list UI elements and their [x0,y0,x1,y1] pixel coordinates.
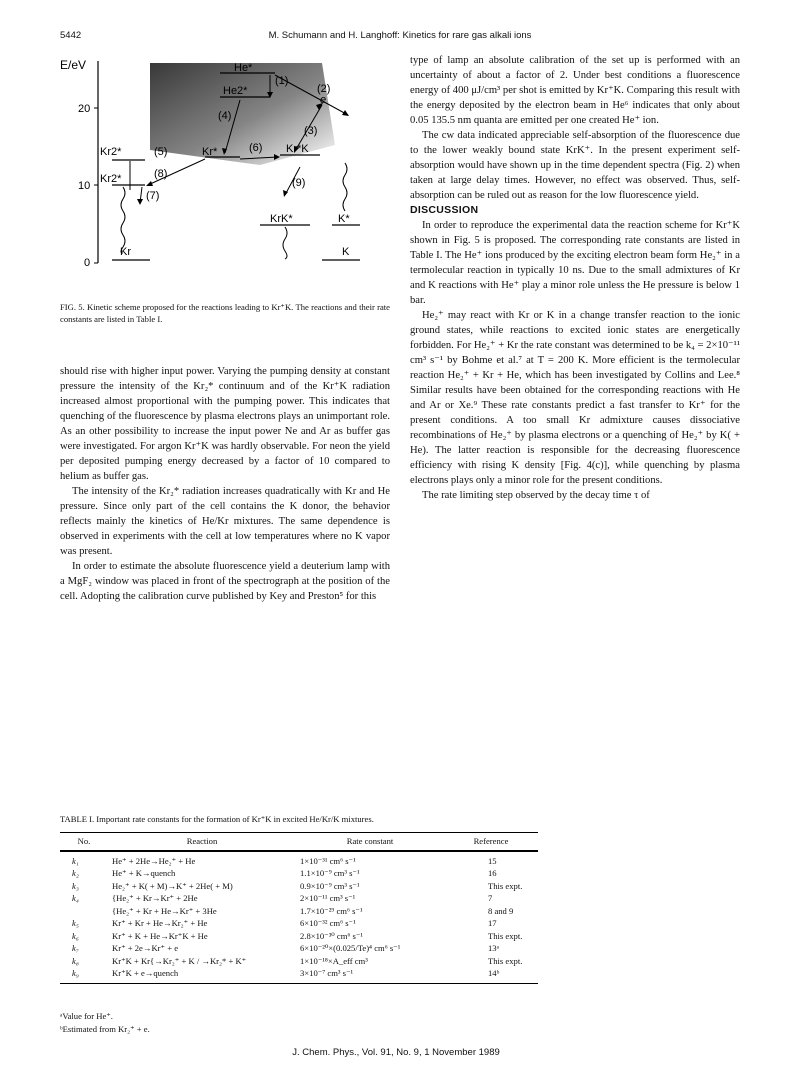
step-1: (1) [275,75,289,87]
label-e: e [320,94,327,106]
tick-0: 0 [84,257,91,269]
paragraph: The rate limiting step observed by the decay time τ of [422,490,650,501]
cell-no: k₇ [72,943,79,953]
label-he2-star: He2* [223,85,248,97]
cell-rate: 2×10⁻¹¹ cm³ s⁻¹ [300,893,356,903]
header-rate-constant: Rate constant [296,833,444,851]
cell-reaction: He₂⁺ + K( + M)→K⁺ + 2He( + M) [112,880,233,891]
cell-ref: 16 [488,868,497,878]
table-row [60,867,538,880]
running-header [60,30,740,46]
table-row [60,905,538,918]
right-column [410,53,740,503]
paragraph: should rise with higher input power. Varying the pumping density at constant pressure the intensity of the Kr₂* continuum and of the Kr⁺K radiation increased almost proportional with the pumping power. This indicates that quenching of the fluorescence by plasma electrons plays an unimportant role. As an other possibility to increase the input power Ne and Ar as buffer gas were investigated. For argon Kr⁺K was hardly observable. For neon the yield per deposited pumping energy decreased by a factor of 10 compared to helium as buffer gas. [60,366,390,482]
label-krk: Kr*K [286,143,309,155]
cell-no: k₅ [72,918,79,928]
label-krk-star: KrK* [270,213,293,225]
step-8: (8) [154,168,168,180]
step-5: (5) [154,146,168,158]
label-kr-star: Kr* [202,146,218,158]
table-header-row [60,833,538,851]
cell-ref: 13ᵃ [488,943,499,953]
label-he-star: He* [234,62,253,74]
table-row [60,955,538,968]
cell-reaction: {He₂⁺ + Kr + He→Kr⁺ + 3He [112,905,217,916]
label-kr2-star-b: Kr2* [100,173,122,185]
cell-ref: 8 and 9 [488,905,514,916]
table-footnote-b: ᵇEstimated from Kr₂⁺ + e. [60,1024,150,1034]
label-kr2-star-a: Kr2* [100,146,122,158]
step-4: (4) [218,110,232,122]
step-6: (6) [249,142,263,154]
paragraph: In order to estimate the absolute fluorescence yield a deuterium lamp with a MgF₂ window was placed in front of the spectrograph at the position of the cell. Adopting the calibration curve published by Key and Preston⁵ for this [60,561,390,602]
cell-rate: 3×10⁻⁷ cm³ s⁻¹ [296,967,444,983]
step-7: (7) [146,190,160,202]
cell-reaction: Kr⁺ + 2e→Kr⁺ + e [112,943,179,953]
paragraph: The intensity of the Kr₂* radiation increases quadratically with Kr and He pressure. Since only part of the cell contains the K donor, the behavior reflects mainly the kinetics of He/Kr mixtures. The same dependence is observed in experiments with the cell at low temperatures where no K vapor was present. [60,486,390,557]
cell-rate: 1×10⁻¹⁸×A_eff cm³ [300,955,368,966]
label-k-star: K* [338,213,350,225]
cell-rate: 6×10⁻²⁰×(0.025/Te)⁴ cm⁶ s⁻¹ [300,943,401,953]
header-reaction: Reaction [108,833,296,851]
cell-no: k₉ [60,967,108,983]
left-column [60,364,390,604]
cell-no: k₈ [72,955,79,966]
cell-reaction: He⁺ + K→quench [112,868,176,878]
rate-constants-table [60,832,538,984]
table-row [60,880,538,893]
cell-ref: 17 [488,918,497,928]
cell-rate: 0.9×10⁻⁹ cm³ s⁻¹ [300,880,360,891]
step-2: (2) [317,83,331,95]
cell-reaction: Kr⁺K + Kr{→Kr₂⁺ + K / →Kr₂* + K⁺ [112,955,247,966]
cell-rate: 1.1×10⁻⁹ cm³ s⁻¹ [300,868,360,878]
header-reference: Reference [444,833,538,851]
table-row [60,942,538,955]
tick-10: 10 [78,180,91,192]
cell-rate: 1.7×10⁻²⁹ cm⁶ s⁻¹ [300,905,363,916]
cell-ref: 15 [488,855,497,866]
table-row [60,917,538,930]
cell-no: k₆ [72,930,79,941]
table-footnote-a: ᵃValue for He⁺. [60,1011,113,1021]
table-row [60,967,538,983]
cell-reaction: Kr⁺ + Kr + He→Kr₂⁺ + He [112,918,208,928]
cell-no: k₄ [72,893,79,903]
kinetic-scheme-figure [60,55,395,295]
axis-label: E/eV [60,58,87,72]
label-k: K [342,246,350,258]
step-3: (3) [304,125,318,137]
cell-reaction: He⁺ + 2He→He₂⁺ + He [112,855,196,866]
table-row [60,851,538,868]
cell-rate: 2.8×10⁻³⁰ cm⁶ s⁻¹ [300,930,363,941]
cell-ref: 7 [488,893,493,903]
cell-reaction: {He₂⁺ + Kr→Kr⁺ + 2He [112,893,198,903]
cell-ref: 14ᵇ [444,967,538,983]
cell-ref: This expt. [488,955,523,966]
cell-rate: 1×10⁻³¹ cm⁶ s⁻¹ [300,855,356,866]
cell-no: k₂ [72,868,79,878]
cell-ref: This expt. [488,930,523,941]
cell-reaction: Kr⁺ + K + He→Kr⁺K + He [112,930,208,941]
table-caption: TABLE I. Important rate constants for the formation of Kr⁺K in excited He/Kr/K mixtures. [60,814,374,824]
step-9: (9) [292,177,306,189]
cell-no [60,905,108,918]
label-kr: Kr [120,246,131,258]
running-title: M. Schumann and H. Langhoff: Kinetics for rare gas alkali ions [268,30,532,41]
paragraph: type of lamp an absolute calibration of the set up is performed with an uncertainty of about a factor of 2. Under best conditions a fluorescence energy of 400 μJ/cm³ per shot is emitted by Kr⁺K. Comparing this result with the energy deposited by the electron beam in He⁶ indicates that only about 0.05 135.5 nm quanta are emitted per one created He⁺ ion. [410,55,740,126]
journal-footer: J. Chem. Phys., Vol. 91, No. 9, 1 November 1989 [292,1047,500,1058]
paragraph: He₂⁺ may react with Kr or K in a change transfer reaction to the ionic ground states, while reactions to excited ionic states are energetically forbidden. For He₂⁺ + Kr the rate constant was determined to be k₄ = 2×10⁻¹¹ cm³ s⁻¹ by Bohme et al.⁷ at T = 200 K. More efficient is the termolecular reaction He₂⁺ + Kr + He, which has been investigated by Collins and Lee.⁸ Similar results have been obtained for the corresponding reactions with He and Ar or Xe.⁹ These rate constants predict a fast transfer to Kr⁺ for the present conditions. A too small Kr admixture causes dissociative recombinations of He₂⁺ by plasma electrons or a quenching of He₂⁺ by K( + He). The latter reaction is responsible for the decreasing fluorescence efficiency with rising K density [Fig. 4(c)], while quenching by plasma electrons plays only a minor role for the present conditions. [410,310,740,486]
cell-ref: This expt. [488,880,523,891]
page-number: 5442 [60,30,82,41]
cell-rate: 6×10⁻³² cm⁶ s⁻¹ [300,918,356,928]
paragraph: The cw data indicated appreciable self-absorption of the fluorescence due to the lower weakly bound state KrK⁺. In the present experiment self-absorption would have shown up in the time dependent spectra (Fig. 2) when taken at large delay times. However, no effect was observed. Thus, self-absorption can be ruled out as reason for the low fluorescence yield. [410,130,740,201]
section-heading: DISCUSSION [410,204,479,216]
paragraph: In order to reproduce the experimental data the reaction scheme for Kr⁺K shown in Fig. 5 is proposed. The corresponding rate constants are listed in Table I. The He⁺ ions produced by the exciting electron beam form He₂⁺ in a termolecular reaction in typically 10 ns. Due to the small admixtures of Kr and K reactions with He⁺ play a minor role unless the He pressure is below 1 bar. [410,220,740,306]
table-row [60,892,538,905]
cell-reaction: Kr⁺K + e→quench [108,967,296,983]
tick-20: 20 [78,103,91,115]
table-row [60,930,538,943]
header-no: No. [60,833,108,851]
cell-no: k₃ [72,880,79,891]
cell-no: k₁ [72,855,79,866]
figure-caption: FIG. 5. Kinetic scheme proposed for the reactions leading to Kr⁺K. The reactions and their rate constants are listed in Table I. [60,302,390,324]
